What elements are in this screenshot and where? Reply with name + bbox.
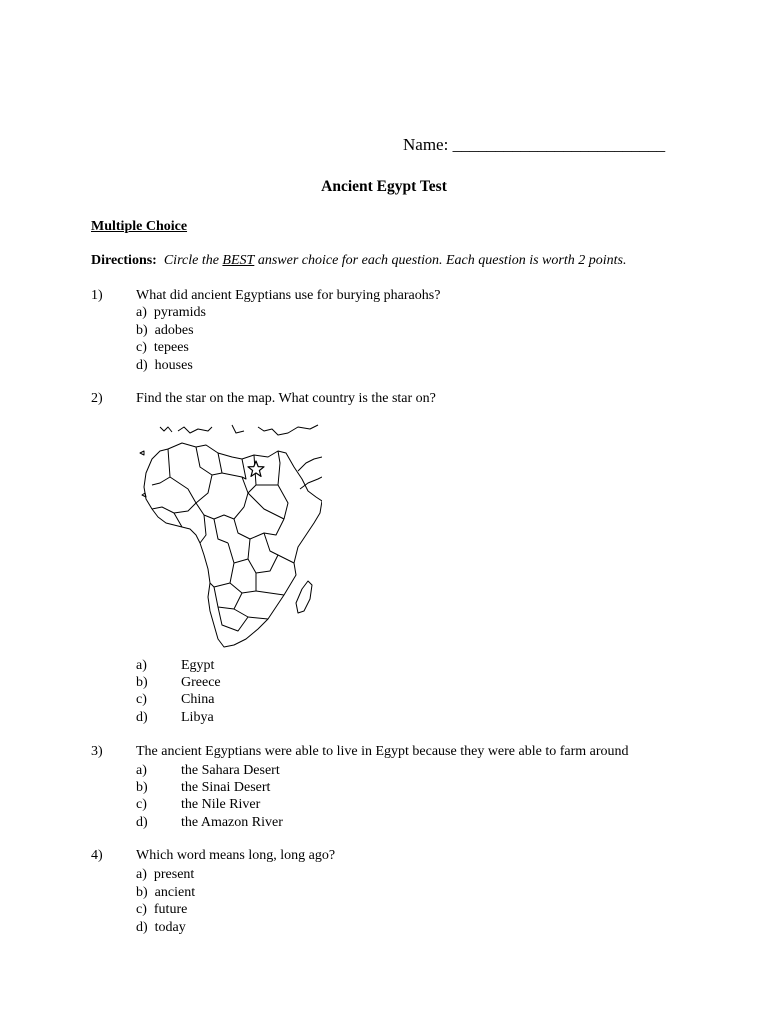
question-2-number: 2) bbox=[91, 391, 103, 406]
question-4-text: Which word means long, long ago? bbox=[136, 848, 336, 863]
option-2d[interactable]: d) Libya bbox=[136, 709, 214, 725]
directions-emphasis: BEST bbox=[222, 253, 255, 268]
option-4a[interactable]: a) present bbox=[136, 867, 195, 882]
question-1-options bbox=[136, 304, 206, 374]
option-1d[interactable]: d) houses bbox=[136, 357, 193, 373]
option-4c[interactable]: c) future bbox=[136, 902, 188, 917]
option-2b[interactable]: b) Greece bbox=[136, 675, 221, 691]
name-field[interactable] bbox=[403, 135, 665, 155]
africa-map bbox=[138, 423, 322, 651]
directions bbox=[91, 253, 626, 269]
question-3-options bbox=[136, 762, 396, 831]
option-4d[interactable]: d) today bbox=[136, 919, 186, 935]
page-title: Ancient Egypt Test bbox=[321, 178, 447, 195]
option-3a[interactable]: a) the Sahara Desert bbox=[136, 763, 280, 778]
option-3d[interactable]: d) the Amazon River bbox=[136, 814, 283, 830]
question-3-number: 3) bbox=[91, 744, 103, 759]
option-1c[interactable]: c) tepees bbox=[136, 340, 189, 355]
directions-label: Directions: bbox=[91, 253, 157, 268]
question-2-options bbox=[136, 657, 396, 726]
option-1b[interactable]: b) adobes bbox=[136, 322, 194, 338]
option-2a[interactable]: a) Egypt bbox=[136, 658, 215, 673]
name-label: Name: bbox=[403, 135, 449, 154]
option-2c[interactable]: c) China bbox=[136, 692, 215, 708]
question-3-text: The ancient Egyptians were able to live in Egypt because they were able to farm around bbox=[136, 744, 629, 759]
question-1-number: 1) bbox=[91, 288, 103, 303]
directions-text-1: Circle the bbox=[163, 253, 219, 268]
question-4-number: 4) bbox=[91, 848, 103, 863]
question-1-text: What did ancient Egyptians use for burying pharaohs? bbox=[136, 288, 441, 303]
section-heading: Multiple Choice bbox=[91, 219, 188, 234]
option-3b[interactable]: b) the Sinai Desert bbox=[136, 780, 271, 796]
name-blank[interactable]: _________________________ bbox=[452, 135, 666, 154]
question-2-text: Find the star on the map. What country is the star on? bbox=[136, 391, 436, 406]
option-4b[interactable]: b) ancient bbox=[136, 884, 196, 900]
option-3c[interactable]: c) the Nile River bbox=[136, 797, 261, 813]
option-1a[interactable]: a) pyramids bbox=[136, 305, 206, 320]
star-icon bbox=[247, 460, 265, 478]
question-4-options bbox=[136, 866, 195, 936]
directions-text-2: answer choice for each question. Each question is worth 2 points. bbox=[257, 253, 627, 268]
